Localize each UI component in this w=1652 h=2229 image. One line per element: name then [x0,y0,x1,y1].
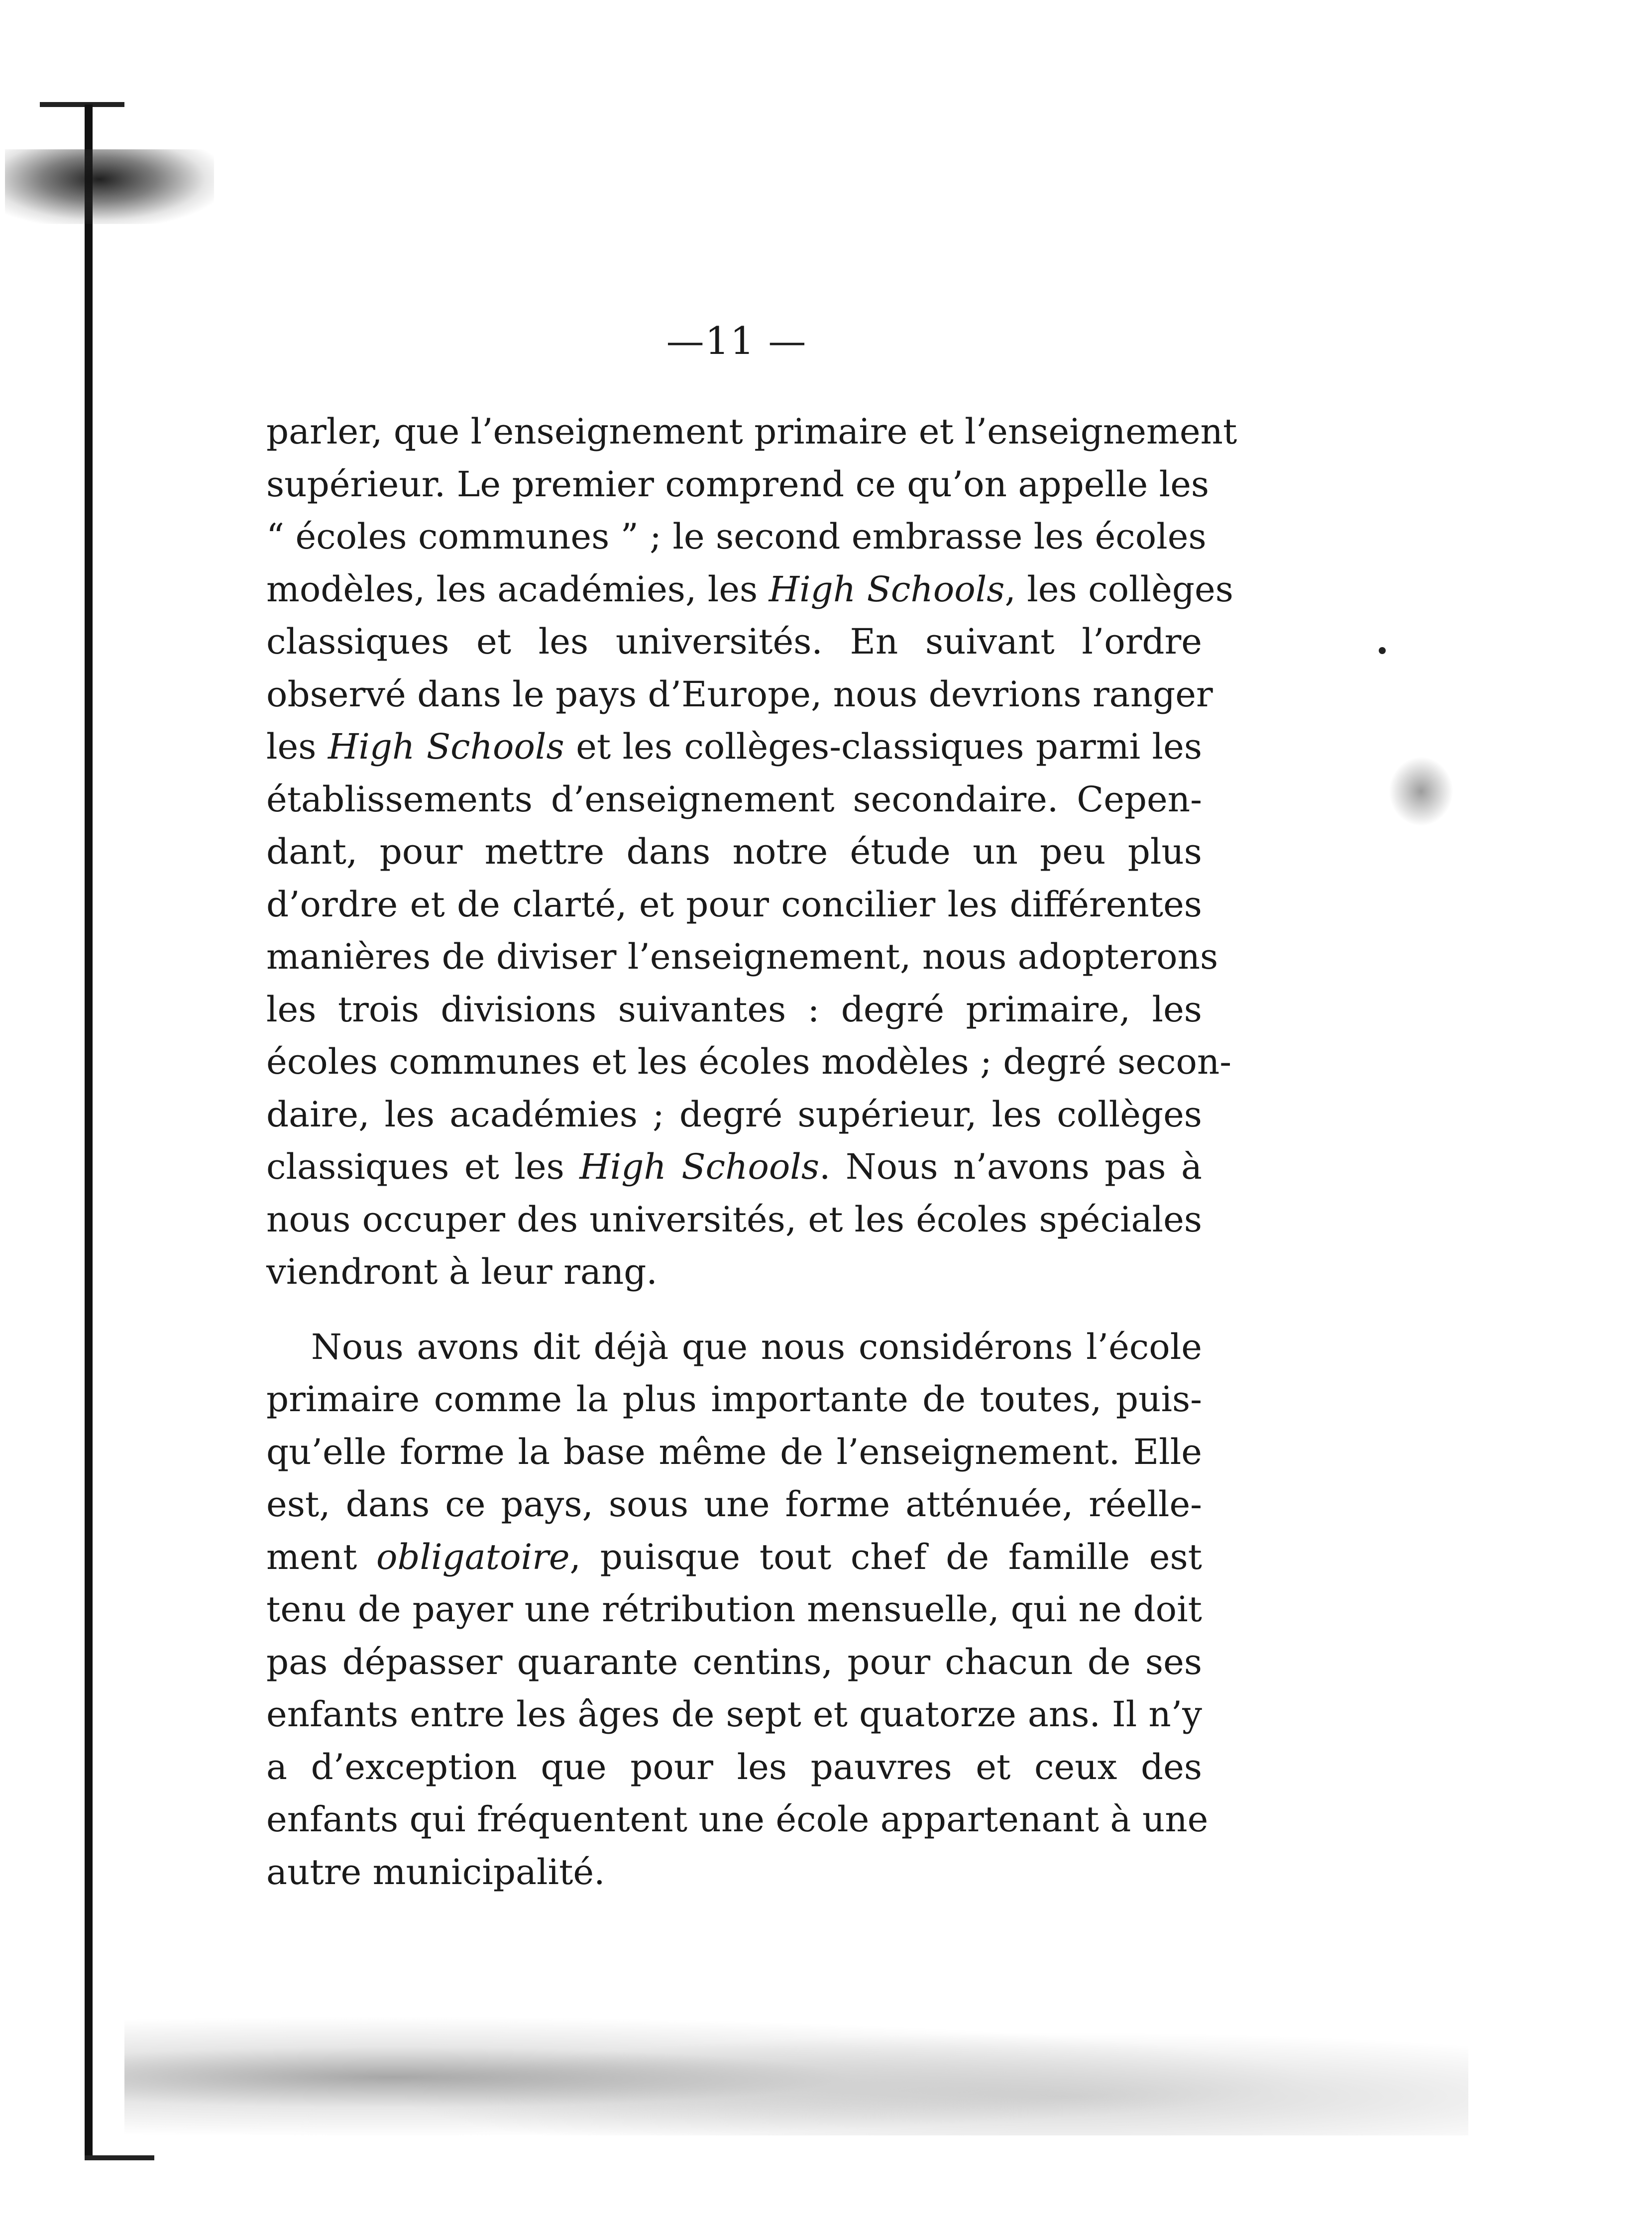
text-run: et les collèges-classiques parmi les [564,726,1203,767]
text-line [266,931,1218,984]
text-run: les trois divisions suivantes : degré primaire, les [266,989,1202,1030]
text-line [266,406,1237,458]
text-run: a d’exception que pour les pauvres et ceux des [266,1746,1202,1787]
text-run: “ écoles communes ” ; le second embrasse les écoles [266,516,1207,557]
scan-smudge-top [5,149,214,224]
text-run: supérieur. Le premier comprend ce qu’on appelle les [266,463,1210,505]
italic-text-run: High Schools [769,568,1005,610]
italic-text-run: obligatoire [376,1536,570,1577]
text-line [266,1478,1202,1531]
paragraph-2 [266,1321,1209,1899]
text-run: primaire comme la plus importante de toutes, puis- [266,1379,1202,1420]
text-line [266,1246,1202,1299]
text-run: ment [266,1536,376,1577]
text-run: enfants entre les âges de sept et quatorze ans. Il n’y [266,1694,1202,1735]
text-line [266,511,1207,563]
text-line [266,1846,1202,1899]
text-line [266,1426,1202,1479]
text-run: nous occuper des universités, et les écoles spéciales [266,1199,1202,1240]
text-line [266,458,1210,511]
text-run: dant, pour mettre dans notre étude un peu plus [266,831,1202,872]
text-line [266,774,1202,826]
page-text [266,406,1237,1898]
text-line [266,984,1202,1036]
text-line [266,1793,1209,1846]
text-run: autre municipalité. [266,1851,605,1893]
text-run: tenu de payer une rétribution mensuelle, qui ne doit [266,1589,1202,1630]
text-line [266,1089,1202,1141]
text-run: , les collèges [1004,568,1233,610]
text-line [266,721,1202,774]
text-run: d’ordre et de clarté, et pour concilier les différentes [266,884,1202,925]
text-run: parler, que l’enseignement primaire et l’enseignement [266,411,1237,452]
text-line [266,1741,1202,1794]
binding-edge-top [40,102,124,107]
text-run: modèles, les académies, les [266,568,769,610]
text-line [266,1688,1202,1741]
text-run: enfants qui fréquentent une école appartenant à une [266,1799,1209,1840]
text-run: est, dans ce pays, sous une forme atténuée, réelle- [266,1484,1202,1525]
text-run: Nous avons dit déjà que nous considérons l’école [311,1326,1202,1367]
text-line [266,1036,1232,1089]
text-run: manières de diviser l’enseignement, nous adopterons [266,936,1218,977]
binding-edge-rule [85,105,93,2160]
text-run: qu’elle forme la base même de l’enseignement. Elle [266,1431,1202,1472]
text-line [266,1141,1202,1194]
text-run: , puisque tout chef de famille est [569,1536,1203,1577]
text-line [266,616,1202,669]
text-line [266,1583,1202,1636]
text-line [266,1531,1202,1584]
text-line [266,1321,1202,1374]
text-run: viendront à leur rang. [266,1251,658,1292]
scan-smudge-bottom [124,2006,1468,2135]
text-run: classiques et les universités. En suivant l’ordre [266,621,1202,662]
text-line [266,1194,1202,1246]
italic-text-run: High Schools [328,726,564,767]
text-line [266,879,1202,931]
text-line [266,826,1202,879]
text-run: les [266,726,328,767]
text-line [266,1373,1202,1426]
scan-speck [1379,647,1386,654]
text-run: classiques et les [266,1146,580,1187]
text-line [266,1636,1202,1689]
scan-smudge-right [1389,757,1453,826]
text-run: daire, les académies ; degré supérieur, les collèges [266,1094,1202,1135]
text-line [266,563,1233,616]
text-run: écoles communes et les écoles modèles ; degré secon- [266,1041,1232,1082]
text-run: . Nous n’avons pas à [819,1146,1203,1187]
text-run: pas dépasser quarante centins, pour chacun de ses [266,1641,1202,1682]
text-line [266,669,1213,721]
paragraph-gap [266,1299,1202,1321]
text-run: observé dans le pays d’Europe, nous devrions ranger [266,673,1213,715]
page-number: —11 — [666,319,807,363]
paragraph-1 [266,406,1237,1299]
text-run: établissements d’enseignement secondaire. Cepen- [266,779,1202,820]
italic-text-run: High Schools [579,1146,820,1187]
binding-edge-bottom [85,2155,154,2160]
